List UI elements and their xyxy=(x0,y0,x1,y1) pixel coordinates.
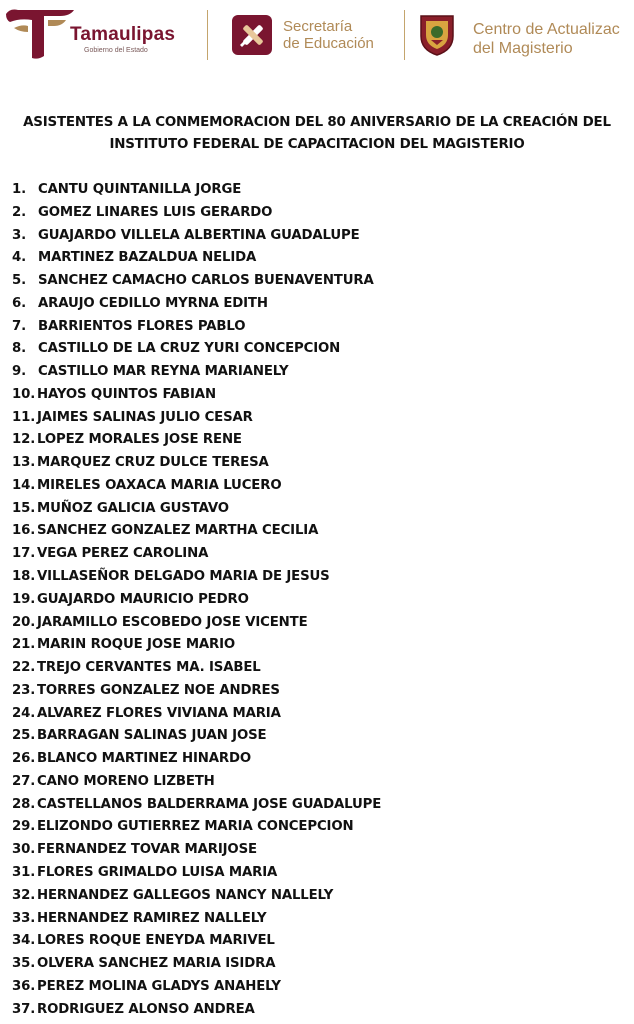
list-item xyxy=(12,543,381,566)
list-item-name: TORRES GONZALEZ NOE ANDRES xyxy=(37,682,280,698)
list-item-number: 15. xyxy=(12,500,36,516)
list-item-name: FLORES GRIMALDO LUISA MARIA xyxy=(37,864,278,880)
list-item-number: 16. xyxy=(12,523,36,539)
list-item xyxy=(12,566,381,589)
list-item-number: 21. xyxy=(12,637,36,653)
list-item-name: TREJO CERVANTES MA. ISABEL xyxy=(37,660,261,676)
list-item xyxy=(12,293,381,316)
list-item xyxy=(12,612,381,635)
logo-divider xyxy=(404,10,405,60)
list-item xyxy=(12,202,381,225)
list-item-name: CASTILLO DE LA CRUZ YURI CONCEPCION xyxy=(38,341,341,357)
list-item-number: 9. xyxy=(12,364,27,380)
list-item-number: 12. xyxy=(12,432,36,448)
list-item-name: CANTU QUINTANILLA JORGE xyxy=(38,182,242,197)
list-item-name: PEREZ MOLINA GLADYS ANAHELY xyxy=(37,978,281,994)
list-item xyxy=(12,429,381,452)
list-item xyxy=(12,794,381,817)
cam-logo xyxy=(417,12,634,58)
list-item-number: 8. xyxy=(12,341,27,357)
list-item-number: 2. xyxy=(12,204,27,220)
letterhead xyxy=(0,0,634,70)
list-item-number: 11. xyxy=(12,409,36,425)
list-item-name: BARRIENTOS FLORES PABLO xyxy=(38,318,246,334)
list-item-number: 30. xyxy=(12,842,36,858)
tamaulipas-logo xyxy=(4,6,200,62)
list-item-name: GUAJARDO MAURICIO PEDRO xyxy=(37,591,249,607)
list-item xyxy=(12,634,381,657)
list-item-number: 24. xyxy=(12,705,36,721)
list-item xyxy=(12,725,381,748)
list-item-number: 10. xyxy=(12,386,36,402)
list-item-name: FERNANDEZ TOVAR MARIJOSE xyxy=(37,842,257,858)
tamaulipas-name: Tamaulipas xyxy=(70,24,176,45)
list-item-name: LORES ROQUE ENEYDA MARIVEL xyxy=(37,933,275,949)
cam-name xyxy=(473,20,620,58)
list-item-name: ARAUJO CEDILLO MYRNA EDITH xyxy=(38,295,268,311)
list-item-number: 20. xyxy=(12,614,36,630)
list-item-name: RODRIGUEZ ALONSO ANDREA xyxy=(37,1001,255,1017)
list-item-name: JARAMILLO ESCOBEDO JOSE VICENTE xyxy=(37,614,308,630)
list-item-name: SANCHEZ GONZALEZ MARTHA CECILIA xyxy=(37,523,319,539)
list-item xyxy=(12,498,381,521)
list-item-number: 7. xyxy=(12,318,27,334)
list-item-number: 25. xyxy=(12,728,36,744)
list-item xyxy=(12,520,381,543)
tamaulipas-subtitle: Gobierno del Estado xyxy=(84,47,148,54)
list-item-number: 37. xyxy=(12,1001,36,1017)
list-item-name: CASTILLO MAR REYNA MARIANELY xyxy=(38,364,289,380)
list-item-name: HERNANDEZ RAMIREZ NALLELY xyxy=(37,910,267,926)
list-item-name: MARIN ROQUE JOSE MARIO xyxy=(37,637,236,653)
list-item-name: GUAJARDO VILLELA ALBERTINA GUADALUPE xyxy=(38,227,360,243)
list-item-name: MARTINEZ BAZALDUA NELIDA xyxy=(38,250,257,266)
list-item xyxy=(12,908,381,931)
list-item xyxy=(12,361,381,384)
sep-logo xyxy=(232,15,402,55)
list-item xyxy=(12,703,381,726)
list-item-number: 18. xyxy=(12,569,36,585)
list-item xyxy=(12,953,381,976)
list-item xyxy=(12,885,381,908)
list-item xyxy=(12,976,381,999)
cam-name-line1: Centro de Actualizac xyxy=(473,21,620,38)
cam-name-line2: del Magisterio xyxy=(473,40,573,57)
tamaulipas-t-icon xyxy=(4,6,78,62)
list-item-number: 23. xyxy=(12,682,36,698)
list-item-number: 6. xyxy=(12,295,27,311)
logo-divider xyxy=(207,10,208,60)
list-item-number: 17. xyxy=(12,546,36,562)
list-item-number: 3. xyxy=(12,227,27,243)
list-item-name: MARQUEZ CRUZ DULCE TERESA xyxy=(37,455,269,471)
list-item-number: 5. xyxy=(12,273,27,289)
list-item xyxy=(12,452,381,475)
list-item-number: 34. xyxy=(12,933,36,949)
sep-name-line1: Secretaría xyxy=(283,18,353,35)
list-item xyxy=(12,475,381,498)
list-item-number: 19. xyxy=(12,591,36,607)
list-item-name: CANO MORENO LIZBETH xyxy=(37,773,215,789)
list-item-number: 32. xyxy=(12,887,36,903)
list-item xyxy=(12,589,381,612)
list-item-number: 31. xyxy=(12,864,36,880)
shield-emblem-icon xyxy=(417,12,457,56)
list-item xyxy=(12,338,381,361)
list-item xyxy=(12,771,381,794)
list-item-name: HERNANDEZ GALLEGOS NANCY NALLELY xyxy=(37,887,334,903)
list-item-name: MIRELES OAXACA MARIA LUCERO xyxy=(37,477,282,493)
list-item xyxy=(12,407,381,430)
pencil-x-icon xyxy=(232,15,272,55)
list-item-name: OLVERA SANCHEZ MARIA ISIDRA xyxy=(37,956,276,972)
list-item xyxy=(12,816,381,839)
list-item-name: BARRAGAN SALINAS JUAN JOSE xyxy=(37,728,267,744)
list-item-number: 35. xyxy=(12,956,36,972)
title-line-2: INSTITUTO FEDERAL DE CAPACITACION DEL MAGISTERIO xyxy=(109,137,525,152)
list-item-number: 29. xyxy=(12,819,36,835)
sep-name xyxy=(283,18,374,52)
list-item xyxy=(12,657,381,680)
list-item-name: VEGA PEREZ CAROLINA xyxy=(37,546,209,562)
list-item xyxy=(12,316,381,339)
list-item xyxy=(12,999,381,1022)
list-item xyxy=(12,839,381,862)
list-item-number: 27. xyxy=(12,773,36,789)
list-item-name: SANCHEZ CAMACHO CARLOS BUENAVENTURA xyxy=(38,273,374,289)
list-item xyxy=(12,384,381,407)
list-item-number: 33. xyxy=(12,910,36,926)
document-title xyxy=(0,112,634,156)
list-item-name: BLANCO MARTINEZ HINARDO xyxy=(37,751,252,767)
title-line-1: ASISTENTES A LA CONMEMORACION DEL 80 ANIVERSARIO DE LA CREACIÓN DEL xyxy=(23,115,611,130)
list-item-name: HAYOS QUINTOS FABIAN xyxy=(37,386,216,402)
list-item-number: 26. xyxy=(12,751,36,767)
sep-name-line2: de Educación xyxy=(283,35,374,52)
list-item-name: ELIZONDO GUTIERREZ MARIA CONCEPCION xyxy=(37,819,354,835)
list-item-name: GOMEZ LINARES LUIS GERARDO xyxy=(38,204,273,220)
list-item xyxy=(12,748,381,771)
list-item-name: VILLASEÑOR DELGADO MARIA DE JESUS xyxy=(37,569,330,585)
list-item-name: LOPEZ MORALES JOSE RENE xyxy=(37,432,242,448)
list-item-number: 4. xyxy=(12,250,27,266)
list-item xyxy=(12,930,381,953)
list-item-number: 14. xyxy=(12,477,36,493)
list-item xyxy=(12,270,381,293)
list-item-name: JAIMES SALINAS JULIO CESAR xyxy=(37,409,253,425)
attendee-list xyxy=(12,179,381,1021)
list-item-number: 36. xyxy=(12,978,36,994)
list-item xyxy=(12,179,381,202)
list-item-number: 22. xyxy=(12,660,36,676)
list-item xyxy=(12,680,381,703)
list-item-number: 13. xyxy=(12,455,36,471)
list-item-name: ALVAREZ FLORES VIVIANA MARIA xyxy=(37,705,281,721)
list-item xyxy=(12,247,381,270)
list-item-number: 1. xyxy=(12,182,27,197)
list-item xyxy=(12,225,381,248)
list-item xyxy=(12,862,381,885)
list-item-name: CASTELLANOS BALDERRAMA JOSE GUADALUPE xyxy=(37,796,382,812)
list-item-number: 28. xyxy=(12,796,36,812)
list-item-name: MUÑOZ GALICIA GUSTAVO xyxy=(37,500,229,516)
